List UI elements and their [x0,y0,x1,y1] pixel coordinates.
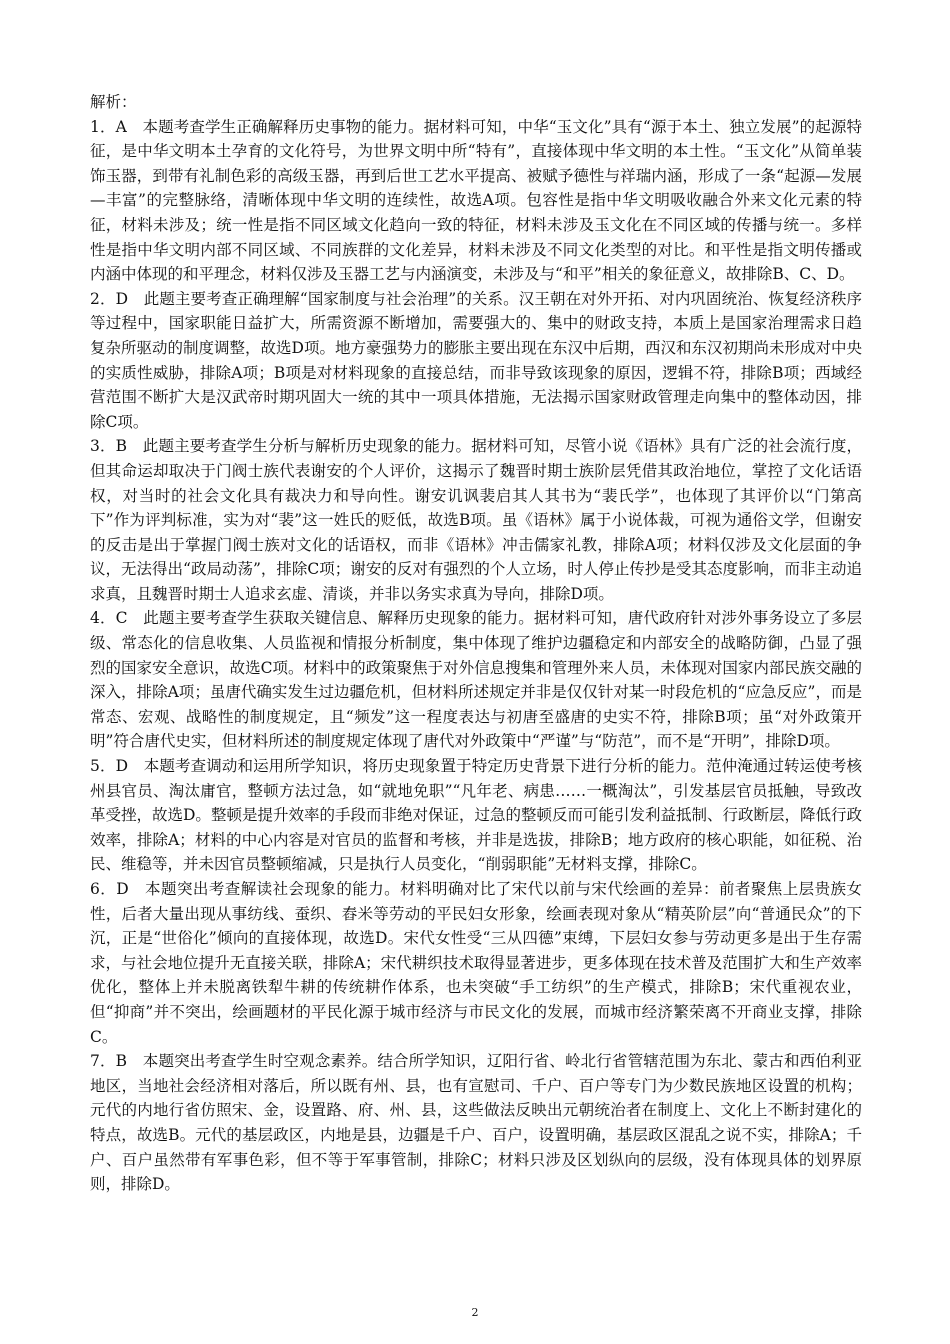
answer-7-explanation: 7．B 本题突出考查学生时空观念素养。结合所学知识，辽阳行省、岭北行省管辖范围为东北、蒙古和西伯利亚地区，当地社会经济相对落后，所以既有州、县，也有宣慰司、千户、百户等专门为少数民族地区设置的机构；元代的内地行省仿照宋、金，设置路、府、州、县，这些做法反映出元朝统治者在制度上、文化上不断封建化的特点，故选B。元代的基层政区，内地是县，边疆是千户、百户，设置明确，基层政区混乱之说不实，排除A；千户、百户虽然带有军事色彩，但不等于军事管制，排除C；材料只涉及区划纵向的层级，没有体现具体的划界原则，排除D。 [90,1052,862,1194]
answer-2-explanation: 2．D 此题主要考查正确理解“国家制度与社会治理”的关系。汉王朝在对外开拓、对内巩固统治、恢复经济秩序等过程中，国家职能日益扩大，所需资源不断增加，需要强大的、集中的财政支持，本质上是国家治理需求日趋复杂所驱动的制度调整，故选D项。地方豪强势力的膨胀主要出现在东汉中后期，西汉和东汉初期尚未形成对中央的实质性威胁，排除A项；B项是对材料现象的直接总结，而非导致该现象的原因，逻辑不符，排除B项；西域经营范围不断扩大是汉武帝时期巩固大一统的其中一项具体措施，无法揭示国家财政管理走向集中的整体动因，排除C项。 [90,289,862,431]
answer-1-explanation: 1．A 本题考查学生正确解释历史事物的能力。据材料可知，中华“玉文化”具有“源于本土、独立发展”的起源特征，是中华文明本土孕育的文化符号，为世界文明中所“特有”，直接体现中华文明的本土性。“玉文化”从简单装饰玉器，到带有礼制色彩的高级玉器，再到后世工艺水平提高、被赋予德性与祥瑞内涵，形成了一条“起源—发展—丰富”的完整脉络，清晰体现中华文明的连续性，故选A项。包容性是指中华文明吸收融合外来文化元素的特征，材料未涉及；统一性是指不同区域文化趋向一致的特征，材料未涉及玉文化在不同区域的传播与统一。多样性是指中华文明内部不同区域、不同族群的文化差异，材料未涉及不同文化类型的对比。和平性是指文明传播或内涵中体现的和平理念，材料仅涉及玉器工艺与内涵演变，未涉及与“和平”相关的象征意义，故排除B、C、D。 [90,117,862,284]
answer-4-explanation: 4．C 此题主要考查学生获取关键信息、解释历史现象的能力。据材料可知，唐代政府针对涉外事务设立了多层级、常态化的信息收集、人员监视和情报分析制度，集中体现了维护边疆稳定和内部安全的战略防御，凸显了强烈的国家安全意识，故选C项。材料中的政策聚焦于对外信息搜集和管理外来人员，未体现对国家内部民族交融的深入，排除A项；虽唐代确实发生过边疆危机，但材料所述规定并非是仅仅针对某一时段危机的“应急反应”，而是常态、宏观、战略性的制度规定，且“频发”这一程度表达与初唐至盛唐的史实不符，排除B项；虽“对外政策开明”符合唐代史实，但材料所述的制度规定体现了唐代对外政策中“严谨”与“防范”，而不是“开明”，排除D项。 [90,609,862,751]
answer-5-explanation: 5．D 本题考查调动和运用所学知识，将历史现象置于特定历史背景下进行分析的能力。范仲淹通过转运使考核州县官员、淘汰庸官，整顿方法过急，如“就地免职”“凡年老、病患……一概淘汰”，引发基层官员抵触，导致改革受挫，故选D。整顿是提升效率的手段而非绝对保证，过急的整顿反而可能引发利益抵制、行政断层，降低行政效率，排除A；材料的中心内容是对官员的监督和考核，并非是选拔，排除B；地方政府的核心职能，如征税、治民、维稳等，并未因官员整顿缩减，只是执行人员变化，“削弱职能”无材料支撑，排除C。 [90,757,862,874]
answer-6-explanation: 6．D 本题突出考查解读社会现象的能力。材料明确对比了宋代以前与宋代绘画的差异：前者聚焦上层贵族女性，后者大量出现从事纺线、蚕织、舂米等劳动的平民妇女形象，绘画表现对象从“精英阶层”向“普通民众”的下沉，正是“世俗化”倾向的直接体现，故选D。宋代女性受“三从四德”束缚，下层妇女参与劳动更多是出于生存需求，与社会地位提升无直接关联，排除A；宋代耕织技术取得显著进步，更多体现在技术普及范围扩大和生产效率优化，整体上并未脱离铁犁牛耕的传统耕作体系，也未突破“手工纺织”的生产模式，排除B；宋代重视农业，但“抑商”并不突出，绘画题材的平民化源于城市经济与市民文化的发展，而城市经济繁荣离不开商业支撑，排除C。 [90,880,862,1046]
page-number: 2 [471,1306,479,1319]
analysis-heading: 解析： [90,93,137,111]
page-body [90,90,862,1197]
answer-3-explanation: 3．B 此题主要考查学生分析与解析历史现象的能力。据材料可知，尽管小说《语林》具有广泛的社会流行度，但其命运却取决于门阀士族代表谢安的个人评价，这揭示了魏晋时期士族阶层凭借其政治地位，掌控了文化话语权，对当时的社会文化具有裁决力和导向性。谢安讥讽裴启其人其书为“裴氏学”，也体现了其评价以“门第高下”作为评判标准，实为对“裴”这一姓氏的贬低，故选B项。虽《语林》属于小说体裁，可视为通俗文学，但谢安的反击是出于掌握门阀士族对文化的话语权，而非《语林》冲击儒家礼教，排除A项；材料仅涉及文化层面的争议，无法得出“政局动荡”，排除C项；谢安的反对有强烈的个人立场，时人停止传抄是受其态度影响，而非主动追求真，且魏晋时期士人追求玄虚、清谈，并非以务实求真为导向，排除D项。 [90,437,862,603]
